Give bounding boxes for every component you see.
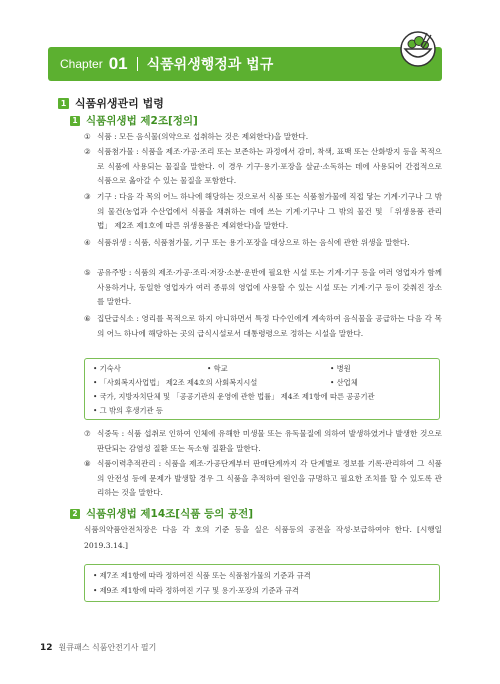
item-text: 공유주방 : 식품의 제조·가공·조리·저장·소분·운반에 필요한 시설 또는 기계·기구 등을 여러 영업자가 함께 사용하거나, 동일한 영업자가 여러 종류의 영업에 사용할 수 있는 시설 또는 기계·기구 등이 갖춰진 장소를 말한다. [97, 268, 442, 306]
book-title: 원큐패스 식품안전기사 필기 [58, 643, 157, 652]
chapter-number: 01 [108, 54, 128, 73]
box-item: • 국가, 지방자치단체 및 「공공기관의 운영에 관한 법률」 제4조 제1항에 따른 공공기관 [93, 392, 375, 401]
box-item: • 제9조 제1항에 따라 정하여진 기구 및 용기·포장의 기준과 규격 [93, 586, 299, 595]
subsection-heading-2 [70, 506, 253, 521]
subsection-title: 식품위생법 제14조[식품 등의 공전] [86, 508, 254, 520]
section-number: 1 [58, 98, 69, 109]
item-text: 식품첨가물 : 식품을 제조·가공·조리 또는 보존하는 과정에서 감미, 착색, 표백 또는 산화방지 등을 목적으로 식품에 사용되는 물질을 말한다. 이 경우 기구·용기·포장을 살균·소독하는 데에 사용되어 간접적으로 식품으로 옮아갈 수 있는 물질을 포함한다. [97, 147, 442, 185]
subsection-number: 1 [70, 116, 80, 126]
item-marker: ⑧ [84, 459, 91, 468]
item-marker: ③ [84, 192, 91, 201]
box-item: • 그 밖의 후생기관 등 [93, 406, 163, 415]
chapter-header [48, 47, 442, 81]
definition-item [84, 130, 442, 145]
definition-item [84, 236, 442, 251]
item-marker: ② [84, 147, 91, 156]
item-text: 집단급식소 : 영리를 목적으로 하지 아니하면서 특정 다수인에게 계속하여 음식물을 공급하는 다음 각 목의 어느 하나에 해당하는 곳의 급식시설로서 대통령령으로 정하는 시설을 말한다. [97, 314, 442, 338]
item-marker: ⑤ [84, 268, 91, 277]
section-heading [58, 95, 164, 111]
item-marker: ⑦ [84, 429, 91, 438]
chapter-divider [137, 57, 138, 71]
item-text: 식품 : 모든 음식물(의약으로 섭취하는 것은 제외한다)을 말한다. [97, 132, 309, 141]
subsection-title: 식품위생법 제2조[정의] [86, 115, 198, 127]
subsection-number: 2 [70, 509, 80, 519]
standards-list-box [84, 564, 440, 602]
page-footer [40, 642, 156, 653]
item-marker: ① [84, 132, 91, 141]
definition-item [84, 145, 442, 189]
box-item: • 학교 [207, 364, 228, 373]
definition-item [84, 427, 442, 456]
box-item: • 「사회복지사업법」 제2조 제4호의 사회복지시설 [93, 378, 258, 387]
definition-item [84, 190, 442, 234]
body-paragraph: 식품의약품안전처장은 다음 각 호의 기준 등을 실은 식품등의 공전을 작성·보급하여야 한다. [시행일 2019.3.14.] [84, 525, 442, 550]
food-bowl-icon [397, 29, 439, 67]
definition-item [84, 266, 442, 310]
item-text: 식품위생 : 식품, 식품첨가물, 기구 또는 용기·포장을 대상으로 하는 음식에 관한 위생을 말한다. [97, 238, 410, 247]
box-item: • 산업체 [330, 378, 358, 387]
item-text: 식중독 : 식품 섭취로 인하여 인체에 유해한 미생물 또는 유독물질에 의하여 발생하였거나 발생한 것으로 판단되는 감염성 질환 또는 독소형 질환을 말한다. [97, 429, 442, 453]
definition-item [84, 312, 442, 341]
definition-item [84, 457, 442, 501]
item-text: 식품이력추적관리 : 식품을 제조·가공단계부터 판매단계까지 각 단계별로 정보를 기록·관리하여 그 식품의 안전성 등에 문제가 발생할 경우 그 식품을 추적하여 원인을 규명하고 필요한 조치를 할 수 있도록 관리하는 것을 말한다. [97, 459, 442, 497]
box-item: • 제7조 제1항에 따라 정하여진 식품 또는 식품첨가물의 기준과 규격 [93, 571, 311, 580]
item-marker: ④ [84, 238, 91, 247]
section-title: 식품위생관리 법령 [75, 97, 164, 110]
item-marker: ⑥ [84, 314, 91, 323]
box-item: • 병원 [330, 364, 351, 373]
chapter-label: Chapter [60, 57, 103, 71]
box-item: • 기숙사 [93, 364, 121, 373]
subsection-heading-1 [70, 113, 198, 128]
page-number: 12 [40, 642, 53, 653]
item-text: 기구 : 다음 각 목의 어느 하나에 해당하는 것으로서 식품 또는 식품첨가물에 직접 닿는 기계·기구나 그 밖의 물건(농업과 수산업에서 식품을 채취하는 데에 쓰는 기계·기구나 그 밖의 물건 및 「위생용품 관리법」 제2조 제1호에 따른 위생용품은 제외한다)을 말한다. [97, 192, 442, 230]
chapter-title: 식품위생행정과 법규 [146, 57, 274, 73]
facility-list-box [84, 358, 440, 420]
